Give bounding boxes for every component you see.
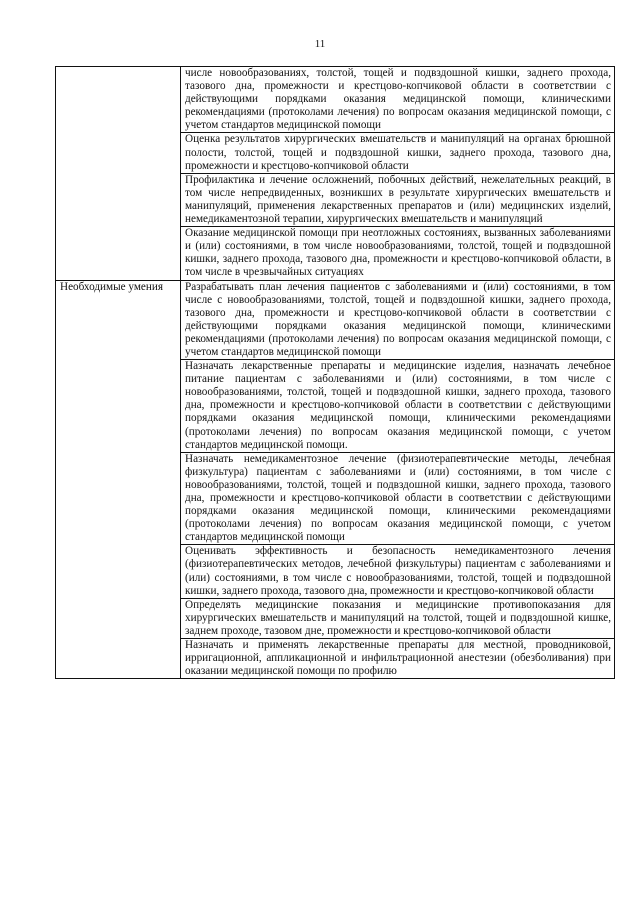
cell-text: Профилактика и лечение осложнений, побочных действий, нежелательных реакций, в том числе непредвиденных, возникших в результате хирургических вмешательств и манипуляций, применения лекарственных препаратов и (или) медицинских изделий, немедикаментозной терапии, хирургических вмешательств и манипуляций [185, 173, 611, 226]
table-cell [181, 639, 615, 679]
table-row [56, 67, 615, 133]
requirements-table [55, 66, 615, 679]
table-cell [181, 598, 615, 638]
cell-text: Разрабатывать план лечения пациентов с заболеваниями и (или) состояниями, в том числе с новообразованиями, толстой, тощей и подвздошной кишки, заднего прохода, тазового дна, промежности и крестцово-копчиковой области в соответствии с действующими порядками оказания медицинской помощи, клиническими рекомендациями (протоколами лечения) по вопросам оказания медицинской помощи, с учетом стандартов медицинской помощи [185, 280, 611, 358]
cell-text: Оценка результатов хирургических вмешательств и манипуляций на органах брюшной полости, толстой, тощей и подвздошной кишки, заднего прохода, тазового дна, промежности и крестцово-копчиковой области [185, 133, 611, 172]
table-cell [181, 133, 615, 173]
section-label-cell [56, 67, 181, 281]
cell-text: Назначать лекарственные препараты и медицинские изделия, назначать лечебное питание пациентам с заболеваниями и (или) состояниями, в том числе с новообразованиями, толстой, тощей и подвздошной кишки, заднего прохода, тазового дна, промежности и крестцово-копчиковой области в соответствии с действующими порядками оказания медицинской помощи, клиническими рекомендациями (протоколами лечения) по вопросам оказания медицинской помощи, с учетом стандартов медицинской помощи. [185, 360, 611, 451]
table-cell [181, 360, 615, 453]
table-row [56, 280, 615, 360]
cell-text: числе новообразованиях, толстой, тощей и подвздошной кишки, заднего прохода, тазового дна, промежности и крестцово-копчиковой области в соответствии с действующими порядками оказания медицинской помощи, клиническими рекомендациями (протоколами лечения) по вопросам оказания медицинской помощи, с учетом стандартов медицинской помощи [185, 67, 611, 132]
cell-text: Назначать и применять лекарственные препараты для местной, проводниковой, ирригационной, аппликационной и инфильтрационной анестезии (обезболивания) при оказании медицинской помощи по профилю [185, 639, 611, 678]
table-cell [181, 67, 615, 133]
cell-text: Определять медицинские показания и медицинские противопоказания для хирургических вмешательств и манипуляций на толстой, тощей и подвздошной кишке, заднем проходе, тазовом дне, промежности и крестцово-копчиковой области [185, 598, 611, 637]
section-label-cell: Необходимые умения [56, 280, 181, 679]
page-number: 11 [314, 38, 326, 50]
cell-text: Оказание медицинской помощи при неотложных состояниях, вызванных заболеваниями и (или) состояниями, в том числе новообразованиями, толстой, тощей и подвздошной кишки, заднего прохода, тазового дна, промежности и крестцово-копчиковой области, в том числе в чрезвычайных ситуациях [185, 227, 611, 279]
table-cell [181, 545, 615, 598]
table-cell [181, 452, 615, 545]
cell-text: Назначать немедикаментозное лечение (физиотерапевтические методы, лечебная физкультура) пациентам с заболеваниями и (или) состояниями, в том числе с новообразованиями, толстой, тощей и подвздошной кишки, заднего прохода, тазового дна, промежности и крестцово-копчиковой области в соответствии с действующими порядками оказания медицинской помощи, клиническими рекомендациями (протоколами лечения) по вопросам оказания медицинской помощи, с учетом стандартов медицинской помощи [185, 452, 611, 544]
table-cell [181, 227, 615, 280]
table-cell [181, 173, 615, 226]
table-cell [181, 280, 615, 360]
cell-text: Оценивать эффективность и безопасность немедикаментозного лечения (физиотерапевтических методов, лечебной физкультуры) пациентам с заболеваниями и (или) состояниями, в том числе с новообразованиями, толстой, тощей и подвздошной кишки, заднего прохода, тазового дна, промежности и крестцово-копчиковой области [185, 545, 611, 597]
